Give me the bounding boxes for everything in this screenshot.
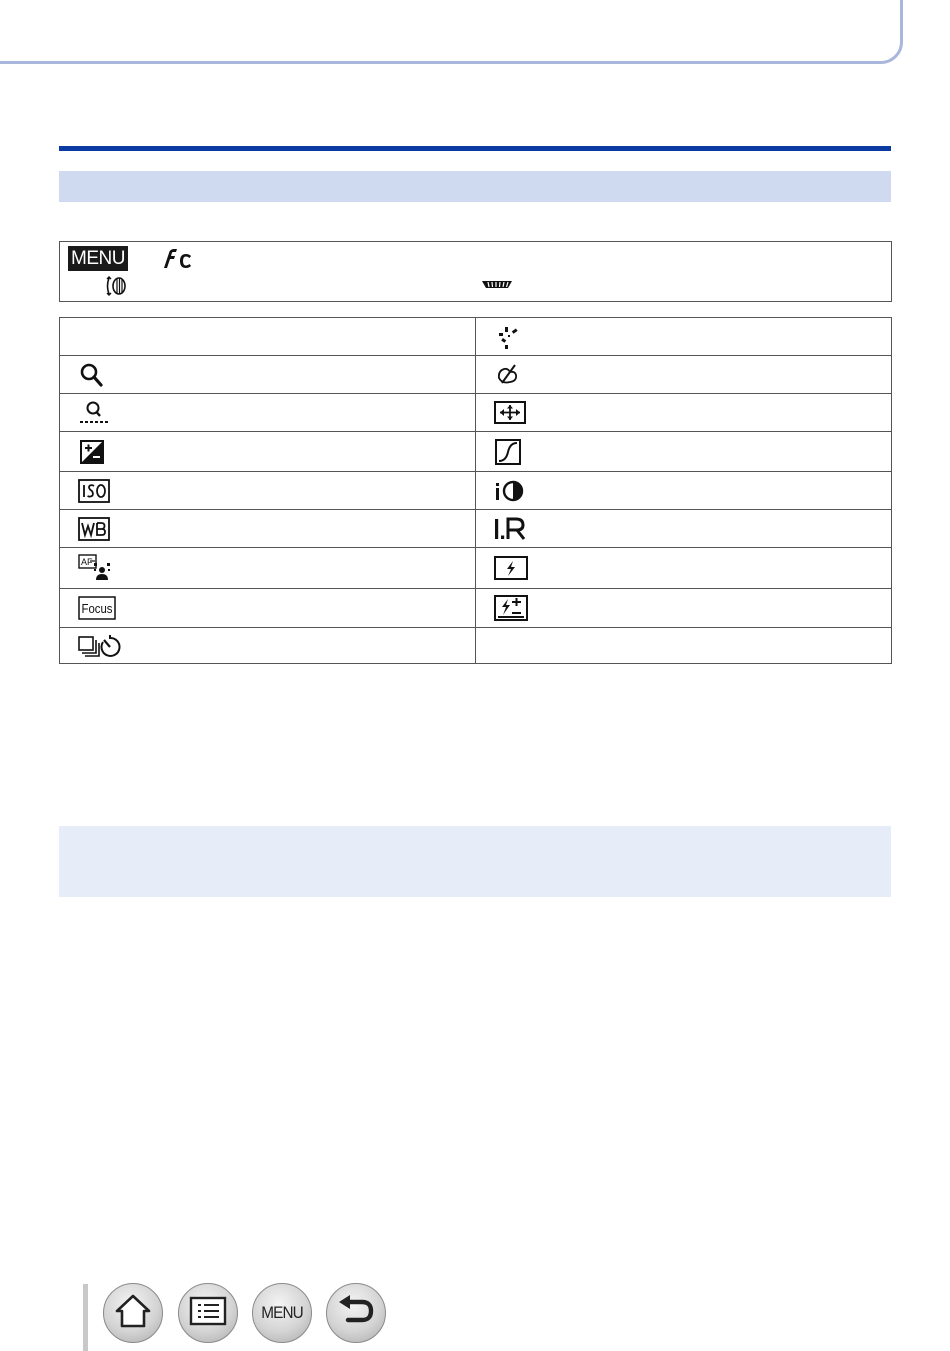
table-cell [60,318,476,356]
note-box [59,826,891,897]
menu-path-box [59,241,892,302]
function-table [59,317,892,664]
table-cell [60,548,476,589]
af-mode-icon [77,553,113,583]
nav-divider [83,1284,88,1351]
svg-text:AF: AF [81,557,93,567]
iso-icon [77,477,111,505]
i-dynamic-icon [493,477,527,505]
table-row [60,432,892,472]
zoom-level-icon [77,399,111,427]
table-row [60,394,892,432]
table-cell [60,432,476,472]
custom-wrench-c-icon [160,246,194,277]
control-dial-icon [104,276,128,301]
table-cell [60,628,476,664]
menu-button-label: MENU [261,1303,303,1322]
white-balance-icon [77,515,111,543]
contents-list-icon [188,1295,228,1332]
table-row [60,589,892,628]
focus-mode-icon [77,594,117,622]
table-cell [60,589,476,628]
table-row [60,510,892,548]
contrast-curve-icon [493,437,523,467]
title-rule [59,146,891,151]
aspect-ratio-icon [493,399,527,427]
table-cell [60,510,476,548]
table-cell [476,472,892,510]
svg-text:Focus: Focus [81,601,113,616]
table-cell [476,589,892,628]
section-heading-bar [59,171,891,202]
table-row [60,548,892,589]
table-cell [476,510,892,548]
highlight-shadow-icon [493,323,523,351]
table-cell [476,318,892,356]
table-cell [476,432,892,472]
table-cell [476,548,892,589]
table-row [60,628,892,664]
contents-button[interactable] [178,1283,238,1343]
zoom-icon [77,361,107,389]
table-cell [476,628,892,664]
flash-adjust-icon [493,594,529,622]
flash-mode-icon [493,554,529,582]
rear-dial-icon [480,278,514,296]
back-button[interactable] [326,1283,386,1343]
table-row [60,472,892,510]
menu-badge-icon: MENU [68,246,128,271]
intelligent-resolution-icon [493,515,529,543]
table-cell [60,356,476,394]
table-row [60,356,892,394]
menu-button[interactable] [252,1283,312,1343]
back-arrow-icon [336,1294,376,1333]
exposure-compensation-icon [77,438,107,466]
table-cell [60,472,476,510]
page-frame [0,0,903,64]
table-cell [476,394,892,432]
home-icon [113,1293,153,1334]
drive-mode-self-timer-icon [77,632,121,660]
filter-effect-icon [493,361,523,389]
table-cell [60,394,476,432]
table-cell [476,356,892,394]
home-button[interactable] [103,1283,163,1343]
table-row [60,318,892,356]
